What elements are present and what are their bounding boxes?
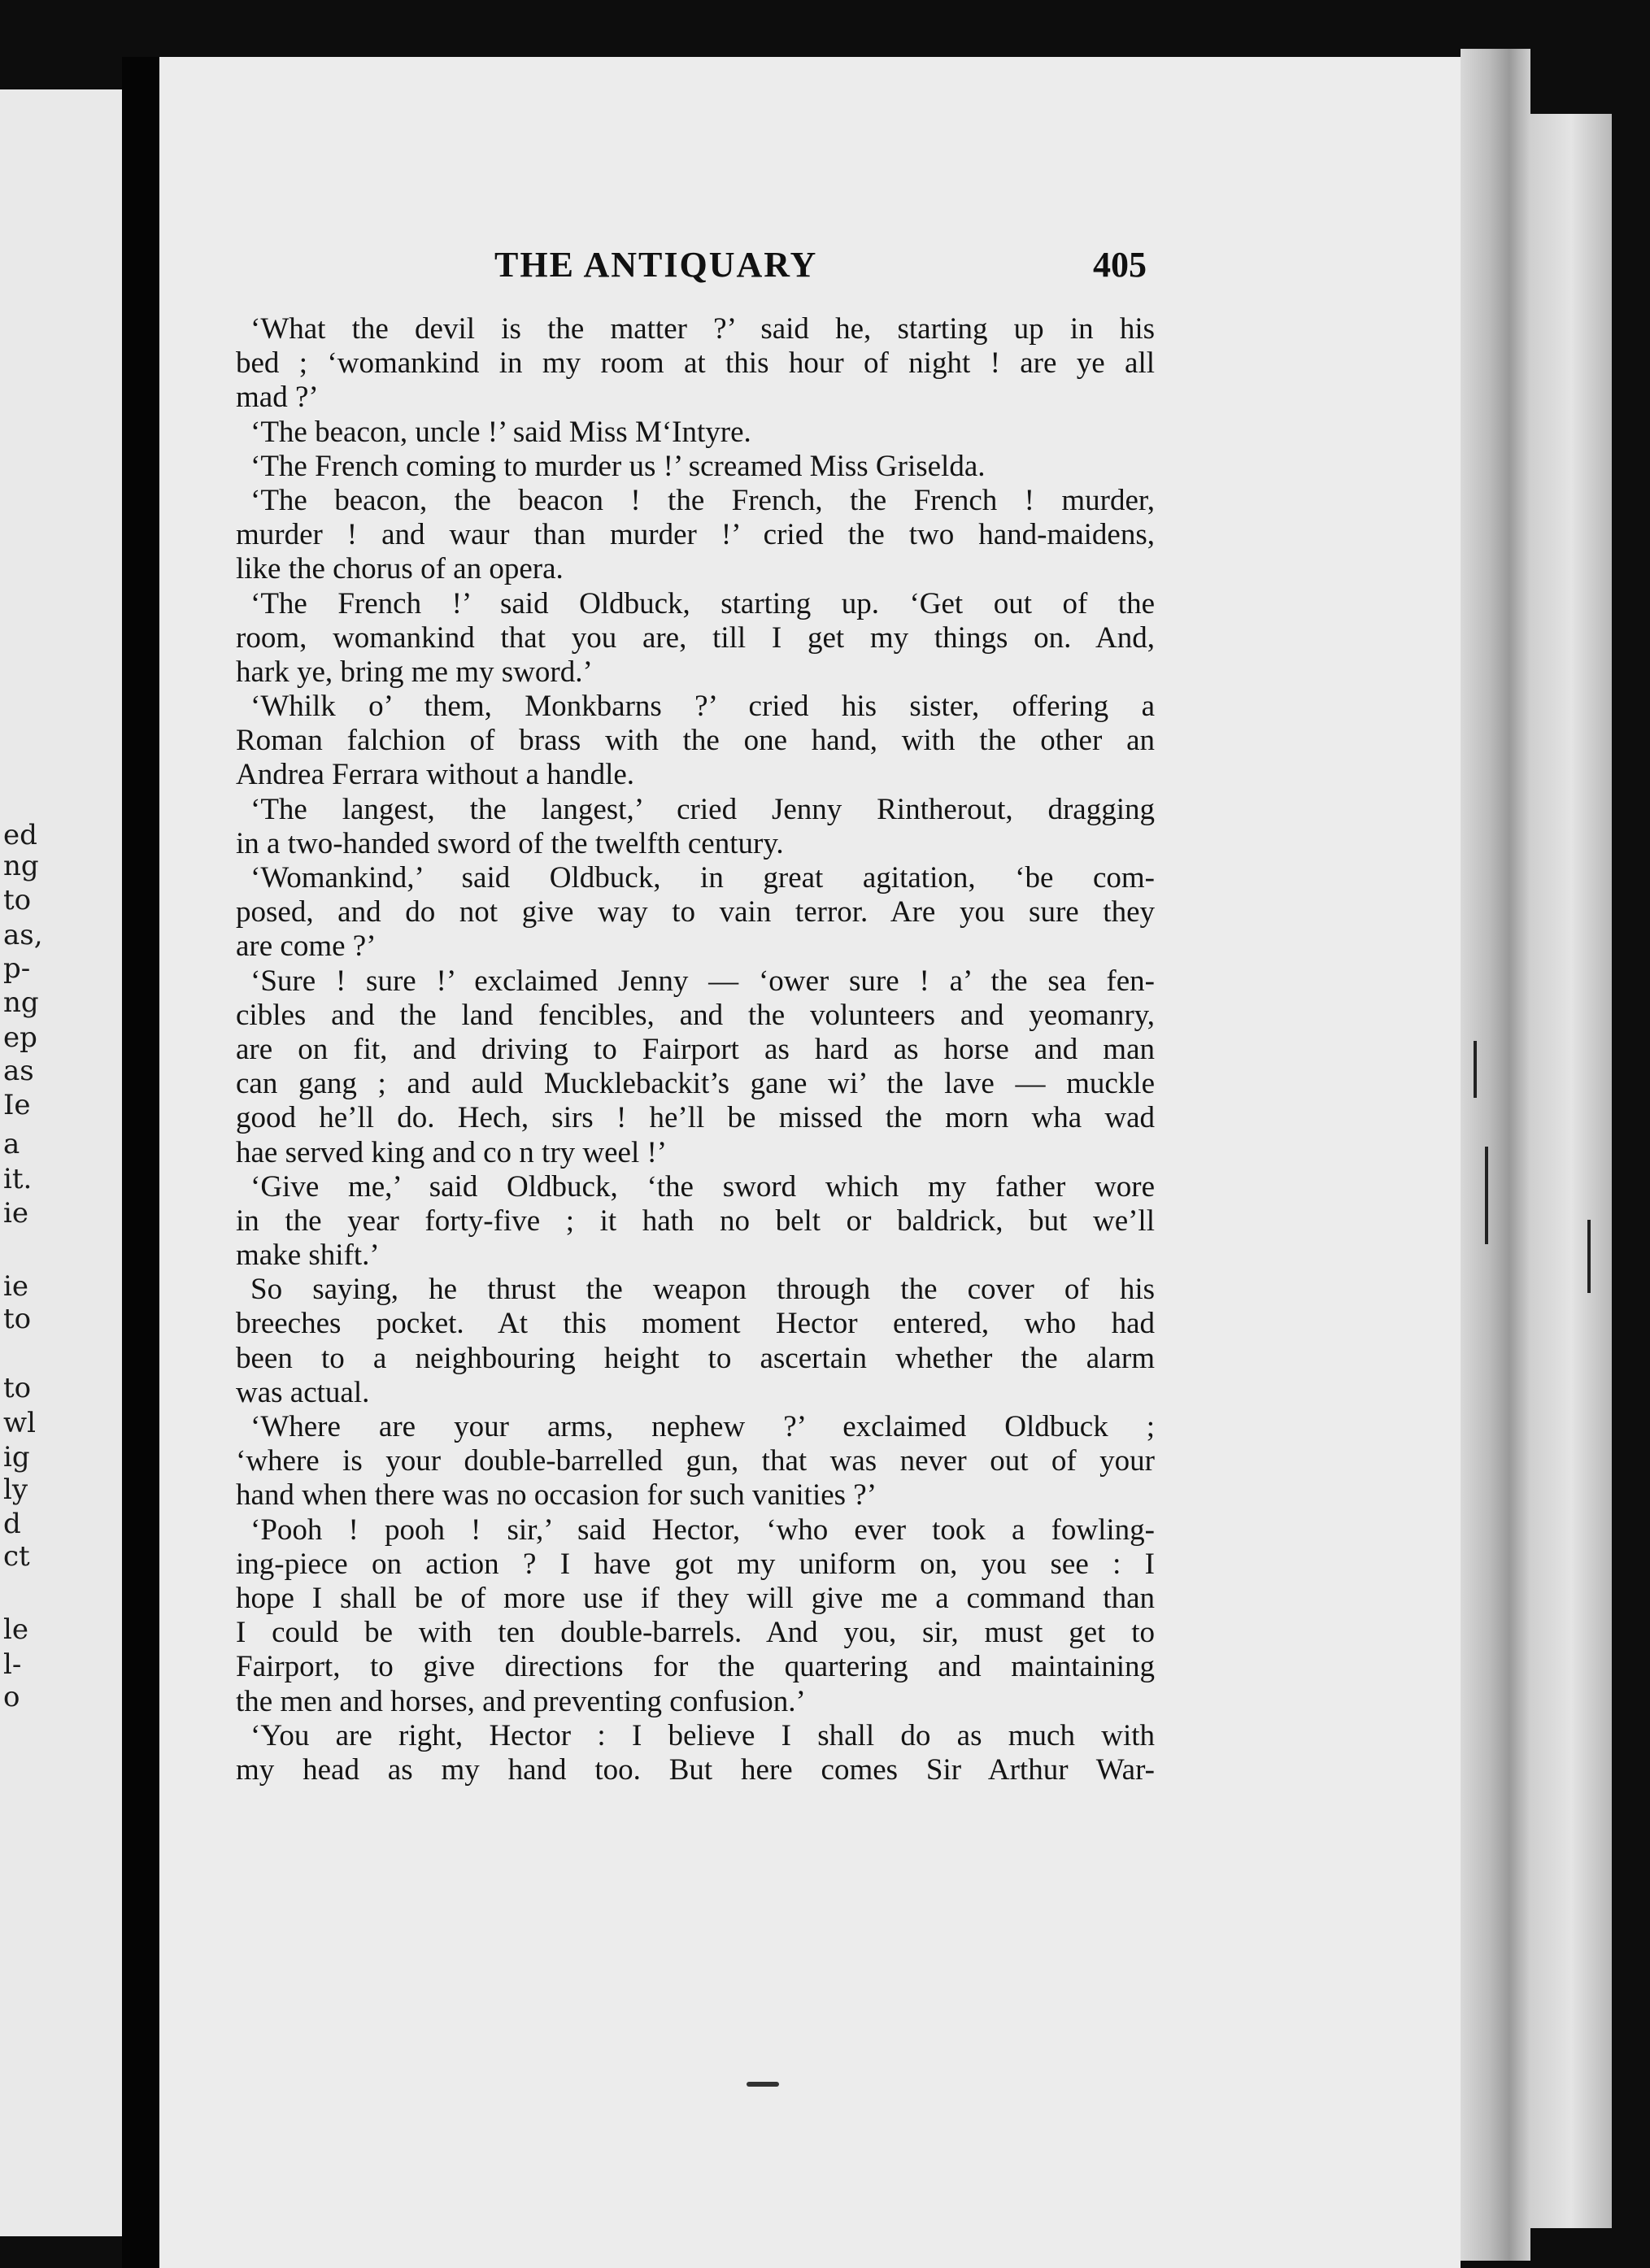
text-line: was actual.	[236, 1375, 370, 1409]
ink-smudge	[747, 2082, 779, 2087]
text-line: Andrea Ferrara without a handle.	[236, 758, 635, 792]
left-page-text-fragment: wl	[3, 1407, 36, 1439]
text-line: been to a neighbouring height to ascertain whether the alarm	[236, 1341, 1155, 1375]
text-line: ‘Give me,’ said Oldbuck, ‘the sword which my father wore	[250, 1169, 1155, 1204]
page-number: 405	[1093, 245, 1147, 285]
left-page-text-fragment: ct	[3, 1540, 30, 1573]
text-line: ‘What the devil is the matter ?’ said he, starting up in his	[250, 312, 1155, 346]
text-line: ‘Sure ! sure !’ exclaimed Jenny — ‘ower sure ! a’ the sea fen-	[250, 964, 1155, 998]
text-line: ‘The beacon, uncle !’ said Miss M‘Intyre.	[250, 415, 751, 449]
text-line: ‘where is your double-barrelled gun, that was never out of your	[236, 1444, 1155, 1478]
text-line: ‘The French !’ said Oldbuck, starting up. ‘Get out of the	[250, 586, 1155, 620]
text-line: ‘Pooh ! pooh ! sir,’ said Hector, ‘who ever took a fowling-	[250, 1513, 1155, 1547]
left-page-text-fragment: as	[3, 1055, 34, 1087]
text-line: my head as my hand too. But here comes Sir Arthur War-	[236, 1752, 1155, 1787]
text-line: Roman falchion of brass with the one hand, with the other an	[236, 724, 1155, 758]
text-line: Fairport, to give directions for the quartering and maintaining	[236, 1650, 1155, 1684]
text-line: ‘Womankind,’ said Oldbuck, in great agitation, ‘be com-	[250, 861, 1155, 895]
left-page-text-fragment: ng	[3, 850, 39, 882]
left-page-text-fragment: to	[3, 1303, 32, 1335]
text-line: ‘You are right, Hector : I believe I shall do as much with	[250, 1718, 1155, 1752]
edge-mark	[1474, 1041, 1477, 1098]
page-stack-edge-outer	[1530, 114, 1612, 2228]
text-line: So saying, he thrust the weapon through the cover of his	[250, 1273, 1155, 1307]
edge-mark	[1587, 1220, 1591, 1293]
text-line: bed ; ‘womankind in my room at this hour of night ! are ye all	[236, 346, 1155, 381]
text-line: make shift.’	[236, 1238, 380, 1273]
body-text	[236, 312, 1155, 1787]
text-line: ‘Whilk o’ them, Monkbarns ?’ cried his sister, offering a	[250, 690, 1155, 724]
text-line: are come ?’	[236, 929, 377, 964]
text-line: ‘The beacon, the beacon ! the French, the French ! murder,	[250, 483, 1155, 517]
left-page-text-fragment: ed	[3, 819, 37, 851]
gutter-shadow	[122, 57, 159, 2268]
text-line: ‘The French coming to murder us !’ screamed Miss Griselda.	[250, 449, 986, 483]
text-line: hand when there was no occasion for such vanities ?’	[236, 1478, 877, 1513]
left-page-text-fragment: le	[3, 1613, 28, 1646]
text-line: I could be with ten double-barrels. And you, sir, must get to	[236, 1616, 1155, 1650]
left-page-text-fragment: p-	[3, 952, 31, 985]
text-line: the men and horses, and preventing confusion.’	[236, 1684, 806, 1718]
left-page-text-fragment: ie	[3, 1197, 28, 1230]
left-page-text-fragment: to	[3, 1372, 32, 1404]
text-line: mad ?’	[236, 381, 319, 415]
text-line: cibles and the land fencibles, and the volunteers and yeomanry,	[236, 998, 1155, 1032]
page-header	[333, 244, 1147, 293]
text-line: in the year forty-five ; it hath no belt or baldrick, but we’ll	[236, 1204, 1155, 1238]
left-page-text-fragment: l-	[3, 1648, 22, 1681]
text-line: room, womankind that you are, till I get my things on. And,	[236, 620, 1155, 655]
text-line: can gang ; and auld Mucklebackit’s gane wi’ the lave — muckle	[236, 1067, 1155, 1101]
left-page-text-fragment: ie	[3, 1270, 28, 1303]
left-page-text-fragment: d	[3, 1508, 21, 1540]
text-line: hae served king and co n try weel !’	[236, 1135, 668, 1169]
page-stack-edge	[1461, 49, 1530, 2261]
text-line: are on fit, and driving to Fairport as hard as horse and man	[236, 1032, 1155, 1066]
text-line: breeches pocket. At this moment Hector entered, who had	[236, 1307, 1155, 1341]
left-page-text-fragment: to	[3, 884, 32, 916]
left-page-fragment	[0, 89, 122, 2236]
text-line: hark ye, bring me my sword.’	[236, 655, 593, 689]
text-line: in a two-handed sword of the twelfth century.	[236, 826, 784, 860]
running-title: THE ANTIQUARY	[494, 245, 818, 285]
text-line: ing-piece on action ? I have got my uniform on, you see : I	[236, 1547, 1155, 1581]
text-line: good he’ll do. Hech, sirs ! he’ll be missed the morn wha wad	[236, 1101, 1155, 1135]
left-page-text-fragment: Ie	[3, 1089, 31, 1121]
text-line: posed, and do not give way to vain terror. Are you sure they	[236, 895, 1155, 929]
text-line: ‘Where are your arms, nephew ?’ exclaimed Oldbuck ;	[250, 1410, 1155, 1443]
left-page-text-fragment: ep	[3, 1021, 37, 1054]
left-page-text-fragment: o	[3, 1681, 20, 1713]
text-line: hope I shall be of more use if they will give me a command than	[236, 1581, 1155, 1615]
text-line: ‘The langest, the langest,’ cried Jenny Rintherout, dragging	[250, 792, 1155, 826]
left-page-text-fragment: ly	[3, 1474, 28, 1506]
left-page-text-fragment: a	[3, 1128, 20, 1160]
text-line: like the chorus of an opera.	[236, 552, 564, 586]
left-page-text-fragment: ig	[3, 1441, 30, 1474]
left-page-text-fragment: ng	[3, 986, 39, 1019]
left-page-text-fragment: as,	[3, 919, 43, 951]
text-line: murder ! and waur than murder !’ cried the two hand-maidens,	[236, 518, 1155, 552]
edge-mark	[1485, 1147, 1488, 1244]
left-page-text-fragment: it.	[3, 1163, 33, 1195]
